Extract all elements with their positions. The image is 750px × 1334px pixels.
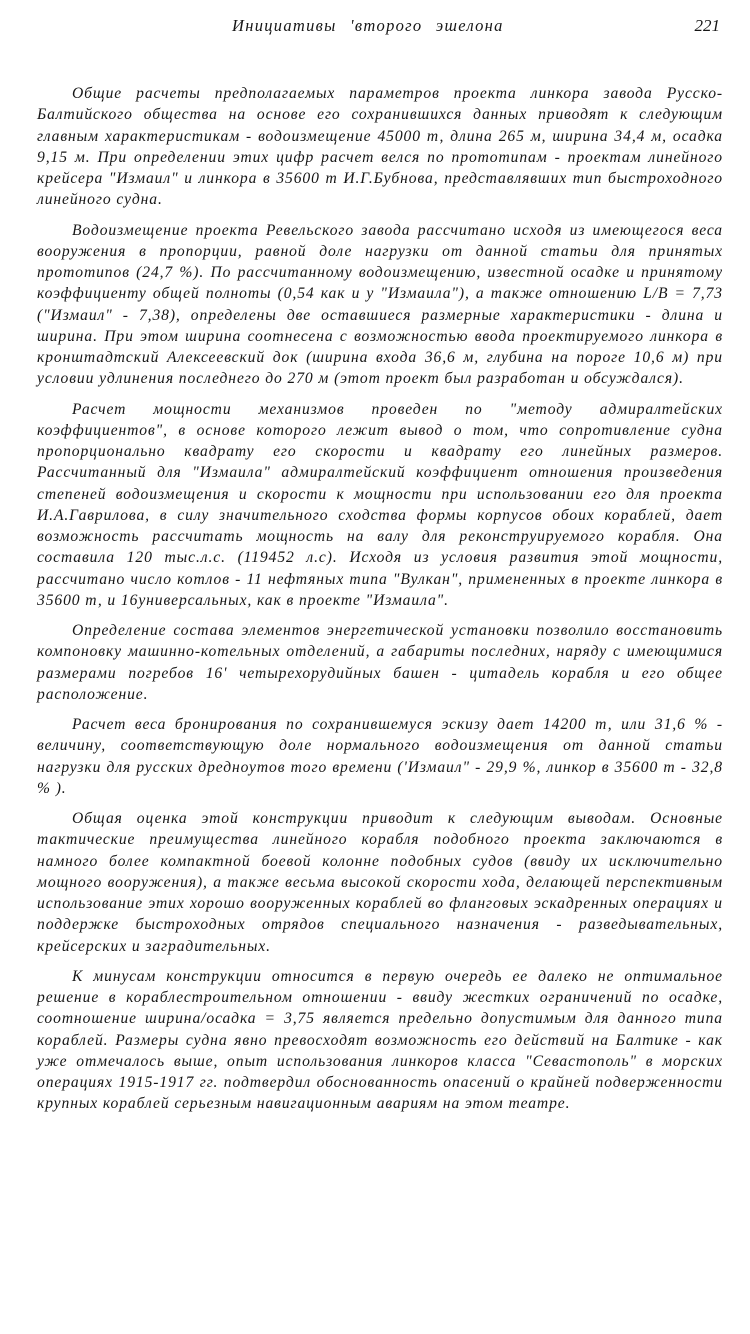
paragraph: Определение состава элементов энергетической установки позволило восстановить компоновку машинно-котельных отделений, а габариты последних, наряду с имеющимися размерами погребов 16' четырехорудийных башен - цитадель корабля и его общее расположение. [37,622,723,703]
running-title: Инициативы 'вторoго эшелона [232,16,504,35]
paragraph: Водоизмещение проекта Ревельского завода рассчитано исходя из имеющегося веса вооружения в пропорции, равной доле нагрузки от данной статьи для принятых прототипов (24,7 %). По рассчитанному водоизмещению, известной осадке и принятому коэффициенту общей полноты (0,54 как и у "Измаила"), а также отношению L/B = 7,73 ("Измаил" - 7,38), определены две оставшиеся размерные характеристики - длина и ширина. При этом ширина соотнесена с возможностью ввода проектируемого линкора в кронштадтский Алексеевский док (ширина входа 36,6 м, глубина на пороге 10,6 м) при условии удлинения последнего до 270 м (этот проект был разработан и обсуждался). [37,221,723,388]
page-body [37,83,723,1124]
paragraph: Расчет мощности механизмов проведен по "методу адмиралтейских коэффициентов", в основе которого лежит вывод о том, что сопротивление судна пропорционально квадрату его скорости и квадрату его линейных размеров. Рассчитанный для "Измаила" адмиралтейский коэффициент отношения произведения степеней водоизмещения и скорости к мощности при использовании его для проекта И.А.Гаврилова, в силу значительного сходства формы корпусов обоих кораблей, дает возможность рассчитать мощность на валу для реконструируемого корабля. Она составила 120 тыс.л.с. (119452 л.с). Исходя из условия развития этой мощности, рассчитано число котлов - 11 нефтяных типа "Вулкан", примененных в проекте линкора в 35600 т, и 16универсальных, как в проекте "Измаила". [37,400,723,609]
paragraph: Общие расчеты предполагаемых параметров проекта линкора завода Русско-Балтийского общества на основе его сохранившихся данных приводят к следующим главным характеристикам - водоизмещение 45000 т, длина 265 м, ширина 34,4 м, осадка 9,15 м. При определении этих цифр расчет велся по прототипам - проектам линейного крейсера "Измаил" и линкора в 35600 т И.Г.Бубнова, представлявших тип быстроходного линейного судна. [37,85,723,209]
paragraph: К минусам конструкции относится в первую очередь ее далеко не оптимальное решение в кораблестроительном отношении - ввиду жестких ограничений по осадке, соотношение ширина/осадка = 3,75 является предельно допустимым для данного типа кораблей. Размеры судна явно превосходят возможность его действий на Балтике - как уже отмечалось выше, опыт использования линкоров класса "Севастополь" в морских операциях 1915-1917 гг. подтвердил обоснованность опасений о крайней подверженности крупных кораблей серьезным навигационным авариям на этом театре. [37,967,723,1113]
paragraph: Общая оценка этой конструкции приводит к следующим выводам. Основные тактические преимущества линейного корабля подобного проекта заключаются в намного более компактной боевой колонне подобных судов (ввиду их исключительно мощного вооружения), а также весьма высокой скорости хода, делающей перспективным использование этих хорошо вооруженных кораблей во фланговых эскадренных операциях и поддержке быстроходных отрядов специального назначения - разведывательных, крейсерских и заградительных. [37,810,723,955]
page-header [0,16,750,46]
page-number: 221 [694,16,720,35]
paragraph: Расчет веса бронирования по сохранившемуся эскизу дает 14200 т, или 31,6 % - величину, соответствующую доле нормального водоизмещения от данной статьи нагрузки для русских дредноутов того времени ('Измаил" - 29,9 %, линкор в 35600 т - 32,8 % ). [37,716,723,797]
